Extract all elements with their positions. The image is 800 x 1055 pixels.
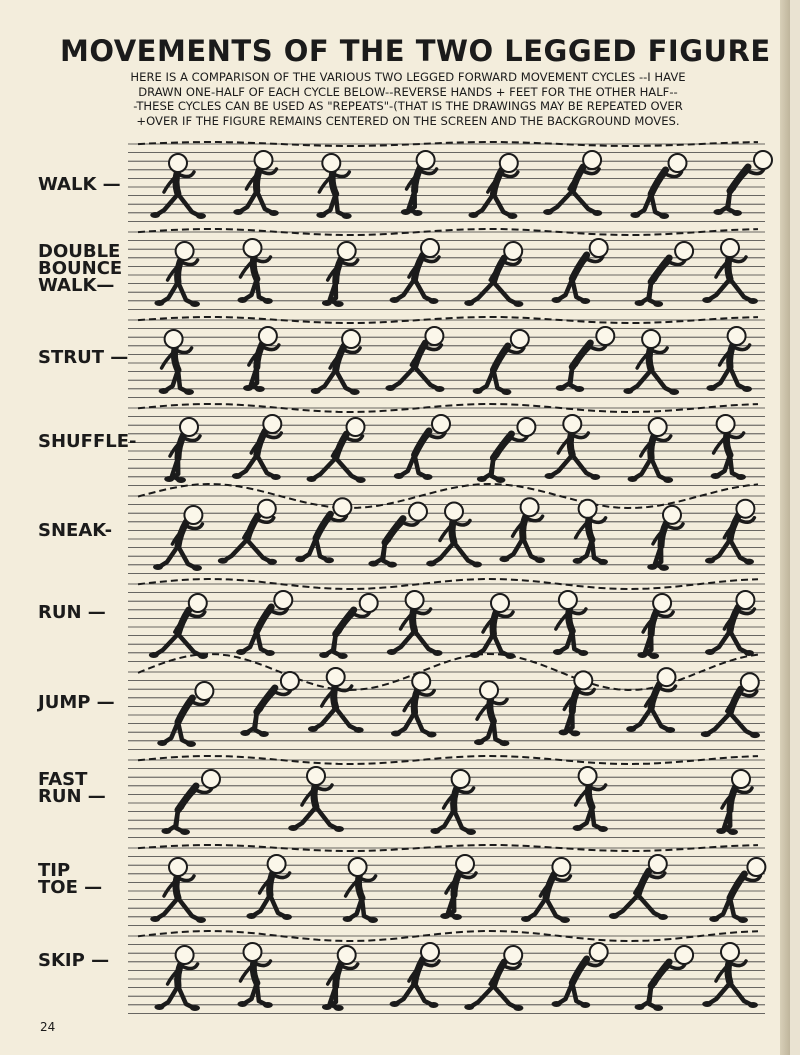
cartoon-figure	[706, 327, 752, 392]
cartoon-figure	[551, 943, 607, 1008]
cartoon-figure	[394, 415, 450, 480]
cartoon-figure	[316, 154, 351, 219]
cartoon-figure	[288, 767, 344, 832]
cartoon-figure	[709, 858, 765, 923]
cartoon-figure	[232, 415, 281, 480]
cartoon-figure	[468, 154, 517, 219]
cartoon-figure	[713, 151, 772, 216]
row-label-line: FAST	[38, 769, 88, 790]
cartoon-figure	[385, 327, 444, 392]
cartoon-figure	[150, 154, 206, 219]
intro-line: HERE IS A COMPARISON OF THE VARIOUS TWO LEGGED FORWARD MOVEMENT CYCLES --I HAVE	[130, 70, 686, 84]
cartoon-figure	[401, 151, 437, 216]
row-label	[38, 604, 106, 621]
cartoon-figure	[159, 330, 194, 395]
row-label	[38, 771, 106, 805]
cartoon-figure	[573, 767, 608, 832]
row-label-line: DOUBLE	[38, 241, 121, 262]
row-label-line: SNEAK-	[38, 520, 113, 541]
cartoon-figure	[477, 418, 536, 483]
cartoon-figure	[628, 418, 674, 483]
row-label-line: STRUT —	[38, 347, 129, 368]
intro-line: -THESE CYCLES CAN BE USED AS "REPEATS"-(THAT IS THE DRAWINGS MAY BE REPEATED OVER	[133, 99, 683, 113]
cartoon-figure	[430, 770, 476, 835]
cartoon-figure	[343, 858, 378, 923]
cartoon-figure	[553, 591, 588, 656]
row-label-line: RUN —	[38, 602, 106, 623]
cartoon-figure	[153, 506, 202, 571]
row-label	[38, 522, 112, 539]
cartoon-figure	[240, 672, 299, 737]
row-label	[38, 952, 109, 969]
row-label-line: SKIP —	[38, 950, 110, 971]
cartoon-figure	[154, 946, 200, 1011]
cartoon-figure	[635, 242, 694, 307]
row-label	[38, 862, 102, 896]
cartoon-figure	[609, 855, 668, 920]
movement-cycle-row	[153, 498, 754, 571]
ruled-band	[128, 317, 765, 397]
page-title: MOVEMENTS OF THE TWO LEGGED FIGURE	[60, 34, 771, 68]
cartoon-figure	[556, 327, 615, 392]
cartoon-figure	[368, 503, 427, 568]
cartoon-figure	[390, 943, 439, 1008]
cartoon-figure	[521, 858, 570, 923]
cartoon-figure	[630, 154, 686, 219]
cartoon-figure	[637, 594, 673, 659]
row-label-line: TIP	[38, 860, 71, 881]
cartoon-figure	[473, 330, 529, 395]
cartoon-figure	[702, 943, 758, 1008]
cartoon-figure	[322, 946, 358, 1011]
row-label	[38, 243, 122, 294]
row-label-line: WALK —	[38, 174, 121, 195]
row-label-line: TOE —	[38, 877, 103, 898]
cartoon-figure	[464, 242, 523, 307]
row-label	[38, 176, 121, 193]
cartoon-figure	[164, 418, 200, 483]
cartoon-figure	[237, 943, 272, 1008]
row-label-line: RUN —	[38, 786, 106, 807]
cartoon-figure	[558, 671, 594, 736]
row-label-line: SHUFFLE-	[38, 431, 137, 452]
cartoon-figure	[161, 770, 220, 835]
cartoon-figure	[237, 239, 272, 304]
cartoon-figure	[551, 239, 607, 304]
cartoon-figure	[157, 682, 213, 747]
cartoon-figure	[150, 858, 206, 923]
movement-cycle-row	[157, 668, 760, 747]
cartoon-figure	[149, 594, 208, 659]
ruled-band	[128, 229, 765, 309]
cartoon-figure	[322, 242, 358, 307]
cartoon-figure	[701, 673, 760, 738]
cartoon-figure	[573, 500, 608, 565]
cartoon-figure	[218, 500, 277, 565]
cartoon-figure	[440, 855, 476, 920]
cartoon-figure	[154, 242, 200, 307]
cartoon-figure	[390, 239, 439, 304]
row-label	[38, 349, 128, 366]
cartoon-figure	[716, 770, 752, 835]
cartoon-figure	[702, 239, 758, 304]
cartoon-figure	[711, 415, 746, 480]
cartoon-figure	[307, 418, 366, 483]
cartoon-figure	[243, 327, 279, 392]
ruled-band	[128, 142, 765, 221]
cartoon-figure	[543, 151, 602, 216]
cartoon-figure	[705, 591, 754, 656]
page-number: 24	[40, 1020, 56, 1034]
cartoon-figure	[311, 330, 360, 395]
row-label-line: JUMP —	[38, 692, 115, 713]
cartoon-figure	[474, 681, 509, 746]
cartoon-figure	[246, 855, 292, 920]
row-label	[38, 433, 136, 450]
cartoon-figure	[623, 330, 679, 395]
cartoon-figure	[236, 591, 292, 656]
cartoon-figure	[233, 151, 279, 216]
cartoon-figure	[635, 946, 694, 1011]
row-label	[38, 694, 115, 711]
row-label-line: WALK—	[38, 275, 115, 296]
cartoon-figure	[470, 594, 516, 659]
ruled-band	[128, 931, 765, 1013]
cartoon-figure	[544, 415, 600, 480]
cartoon-figure	[705, 500, 754, 565]
row-label-line: BOUNCE	[38, 258, 123, 279]
ruled-band	[128, 579, 765, 661]
intro-line: DRAWN ONE-HALF OF EACH CYCLE BELOW--REVERSE HANDS + FEET FOR THE OTHER HALF--	[138, 84, 678, 99]
cartoon-figure	[426, 503, 482, 568]
cartoon-figure	[391, 673, 437, 738]
cartoon-figure	[319, 594, 378, 659]
cartoon-figure	[464, 946, 523, 1011]
cartoon-figure	[387, 591, 443, 656]
cartoon-figure	[647, 506, 683, 571]
intro-line: +OVER IF THE FIGURE REMAINS CENTERED ON THE SCREEN AND THE BACKGROUND MOVES.	[136, 113, 680, 128]
